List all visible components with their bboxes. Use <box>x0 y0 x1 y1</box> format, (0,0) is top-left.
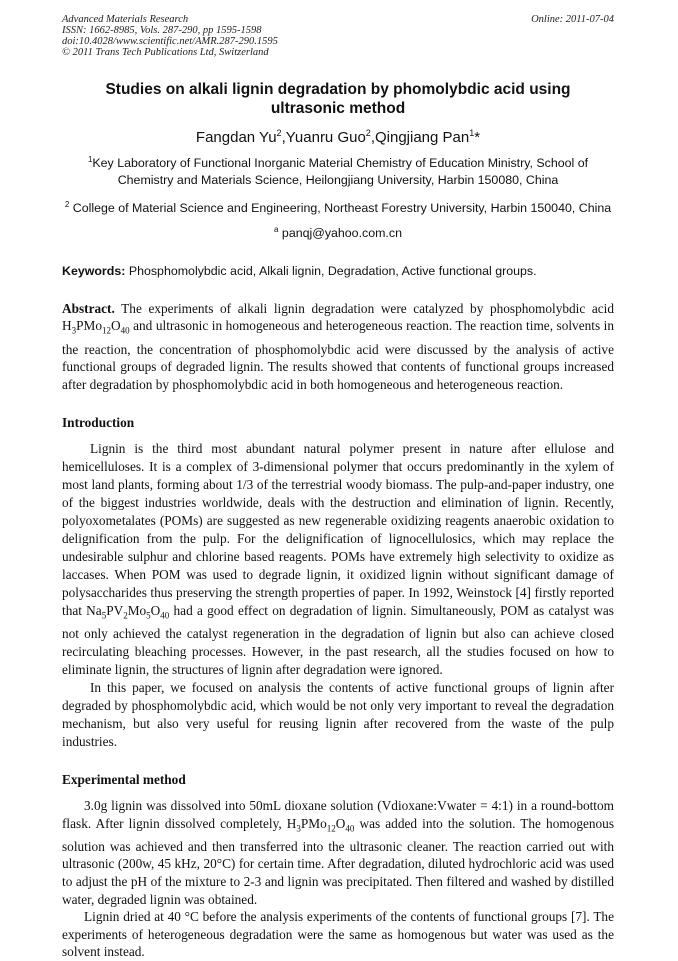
author-3: Qingjiang Pan <box>374 129 470 146</box>
corresponding-star: * <box>474 129 481 146</box>
abstract-formula: $H_3PMo_{12}O_{40}$ <box>62 318 130 337</box>
abstract-text-2: and ultrasonic in homogeneous and heterogeneous reaction. The reaction time, solvents in the reaction, the concentration of phosphomolybdic acid were discussed by the analysis of active functional groups of degraded lignin. The results showed that contents of functional groups increased after degradation by phosphomolybdic acid in both homogeneous and heterogeneous reaction. <box>62 318 614 392</box>
abstract-label: Abstract. <box>62 300 115 316</box>
affiliation-2-sup: 2 <box>64 200 70 210</box>
paper-page <box>62 14 614 961</box>
affiliation-1-line-2: Chemistry and Materials Science, Heilongjiang University, Harbin 150080, China <box>117 172 559 187</box>
author-email <box>62 225 614 240</box>
experimental-paragraph-1: 3.0g lignin was dissolved into 50mL dioxane solution (Vdioxane:Vwater = 4:1) in a round-bottom flask. After lignin dissolved completely, $H_3PMo_{12}O_{40}$ was added into the solution. The homogenous solution was achieved and then transferred into the ultrasonic cleaner. The reaction carried out with ultrasonic (200w, 45 kHz, 20°C) for certain time. After degradation, diluted hydrochloric acid was used to adjust the pH of the mixture to 2-3 and lignin was precipitated. Then filtered and washed by distilled water, degraded lignin was obtained. <box>62 797 615 907</box>
affiliation-1-sup: 1 <box>87 155 93 164</box>
introduction-paragraph-1: Lignin is the third most abundant natural polymer present in nature after ellulose and hemicelluloses. It is a complex of 3-dimensional polymer that occurs predominantly in the xylem of most land plants, forming about 1/3 of the terrestrial woody biomass. The pulp-and-paper industry, one of the biggest industries worldwide, deals with the destruction and elimination of lignin. Recently, polyoxometalates (POMs) are suggested as new regenerable oxidizing reagents anaerobic oxidation to delignification from the pulp. For the delignification of lignocellulosics, which may replace the undesirable sulphur and chlorine based reagents. POMs have extremely high selectivity to oxidize as laccases. When POM was used to degrade lignin, it oxidized lignin without significant damage of polysaccharides thus preserving the strength properties of paper. In 1992, Weinstock [4] firstly reported that $Na_5PV_2Mo_5O_{40}$ had a good effect on degradation of lignin. Simultaneously, POM as catalyst was not only achieved the catalyst regeneration in the degradation of lignin but also can achieve closed recirculating bleaching processes. However, in the past research, all the studies focused on how to eliminate lignin, the structures of lignin after degradation were ignored. <box>62 440 614 677</box>
online-date: Online: 2011-07-04 <box>531 14 614 25</box>
experimental-formula: $H_3PMo_{12}O_{40}$ <box>286 815 355 834</box>
experimental-paragraph-2: Lignin dried at 40 °C before the analysis experiments of the contents of functional groups [7]. The experiments of heterogeneous degradation were the same as homogenous but water was used as the solvent instead. <box>62 909 614 960</box>
author-list: Fangdan Yu$^2$,Yuanru Guo$^2$,Qingjiang Pan$^1$* <box>195 128 481 146</box>
author-3-sup: 1 <box>469 128 475 138</box>
journal-name: Advanced Materials Research <box>62 14 189 25</box>
affiliation-1-line-1: Key Laboratory of Functional Inorganic Material Chemistry of Education Ministry, School of <box>92 156 589 171</box>
abstract-text-1: The experiments of alkali lignin degradation were catalyzed by phosphomolybdic acid <box>121 300 614 316</box>
author-2-sup: 2 <box>365 128 371 138</box>
copyright-line: © 2011 Trans Tech Publications Ltd, Switzerland <box>62 47 269 58</box>
issn-line: ISSN: 1662-8985, Vols. 287-290, pp 1595-1598 <box>62 25 262 36</box>
email-address[interactable]: panqj@yahoo.com.cn <box>281 225 402 240</box>
keywords-text: Phosphomolybdic acid, Alkali lignin, Degradation, Active functional groups. <box>128 263 537 278</box>
keywords <box>62 264 614 278</box>
author-1-sup: 2 <box>276 128 282 138</box>
paper-title <box>62 80 614 118</box>
title-line-2: ultrasonic method <box>270 100 406 117</box>
keywords-label: Keywords: <box>62 263 126 278</box>
email-sup: a <box>274 224 279 234</box>
introduction-paragraph-2: In this paper, we focused on analysis the contents of active functional groups of lignin after degraded by phosphomolybdic acid, which would be not only very important to reveal the degradation mechanism, but also very useful for reusing lignin after recovered from the waste of the pulp industries. <box>62 679 614 749</box>
affiliation-2-text: College of Material Science and Engineering, Northeast Forestry University, Harbin 150040, China <box>72 201 612 216</box>
affiliation-1 <box>62 152 614 188</box>
introduction-heading: Introduction <box>62 414 135 430</box>
experimental-heading: Experimental method <box>62 771 186 787</box>
pov-formula: $_5PV_2Mo_5O_{40}$ <box>101 602 170 621</box>
abstract <box>62 300 614 394</box>
author-2: Yuanru Guo <box>285 129 366 146</box>
title-line-1: Studies on alkali lignin degradation by phomolybdic acid using <box>105 81 571 98</box>
author-1: Fangdan Yu <box>195 129 277 146</box>
affiliation-2 <box>62 197 614 217</box>
journal-header <box>62 14 614 58</box>
doi-line: doi:10.4028/www.scientific.net/AMR.287-290.1595 <box>62 36 278 47</box>
